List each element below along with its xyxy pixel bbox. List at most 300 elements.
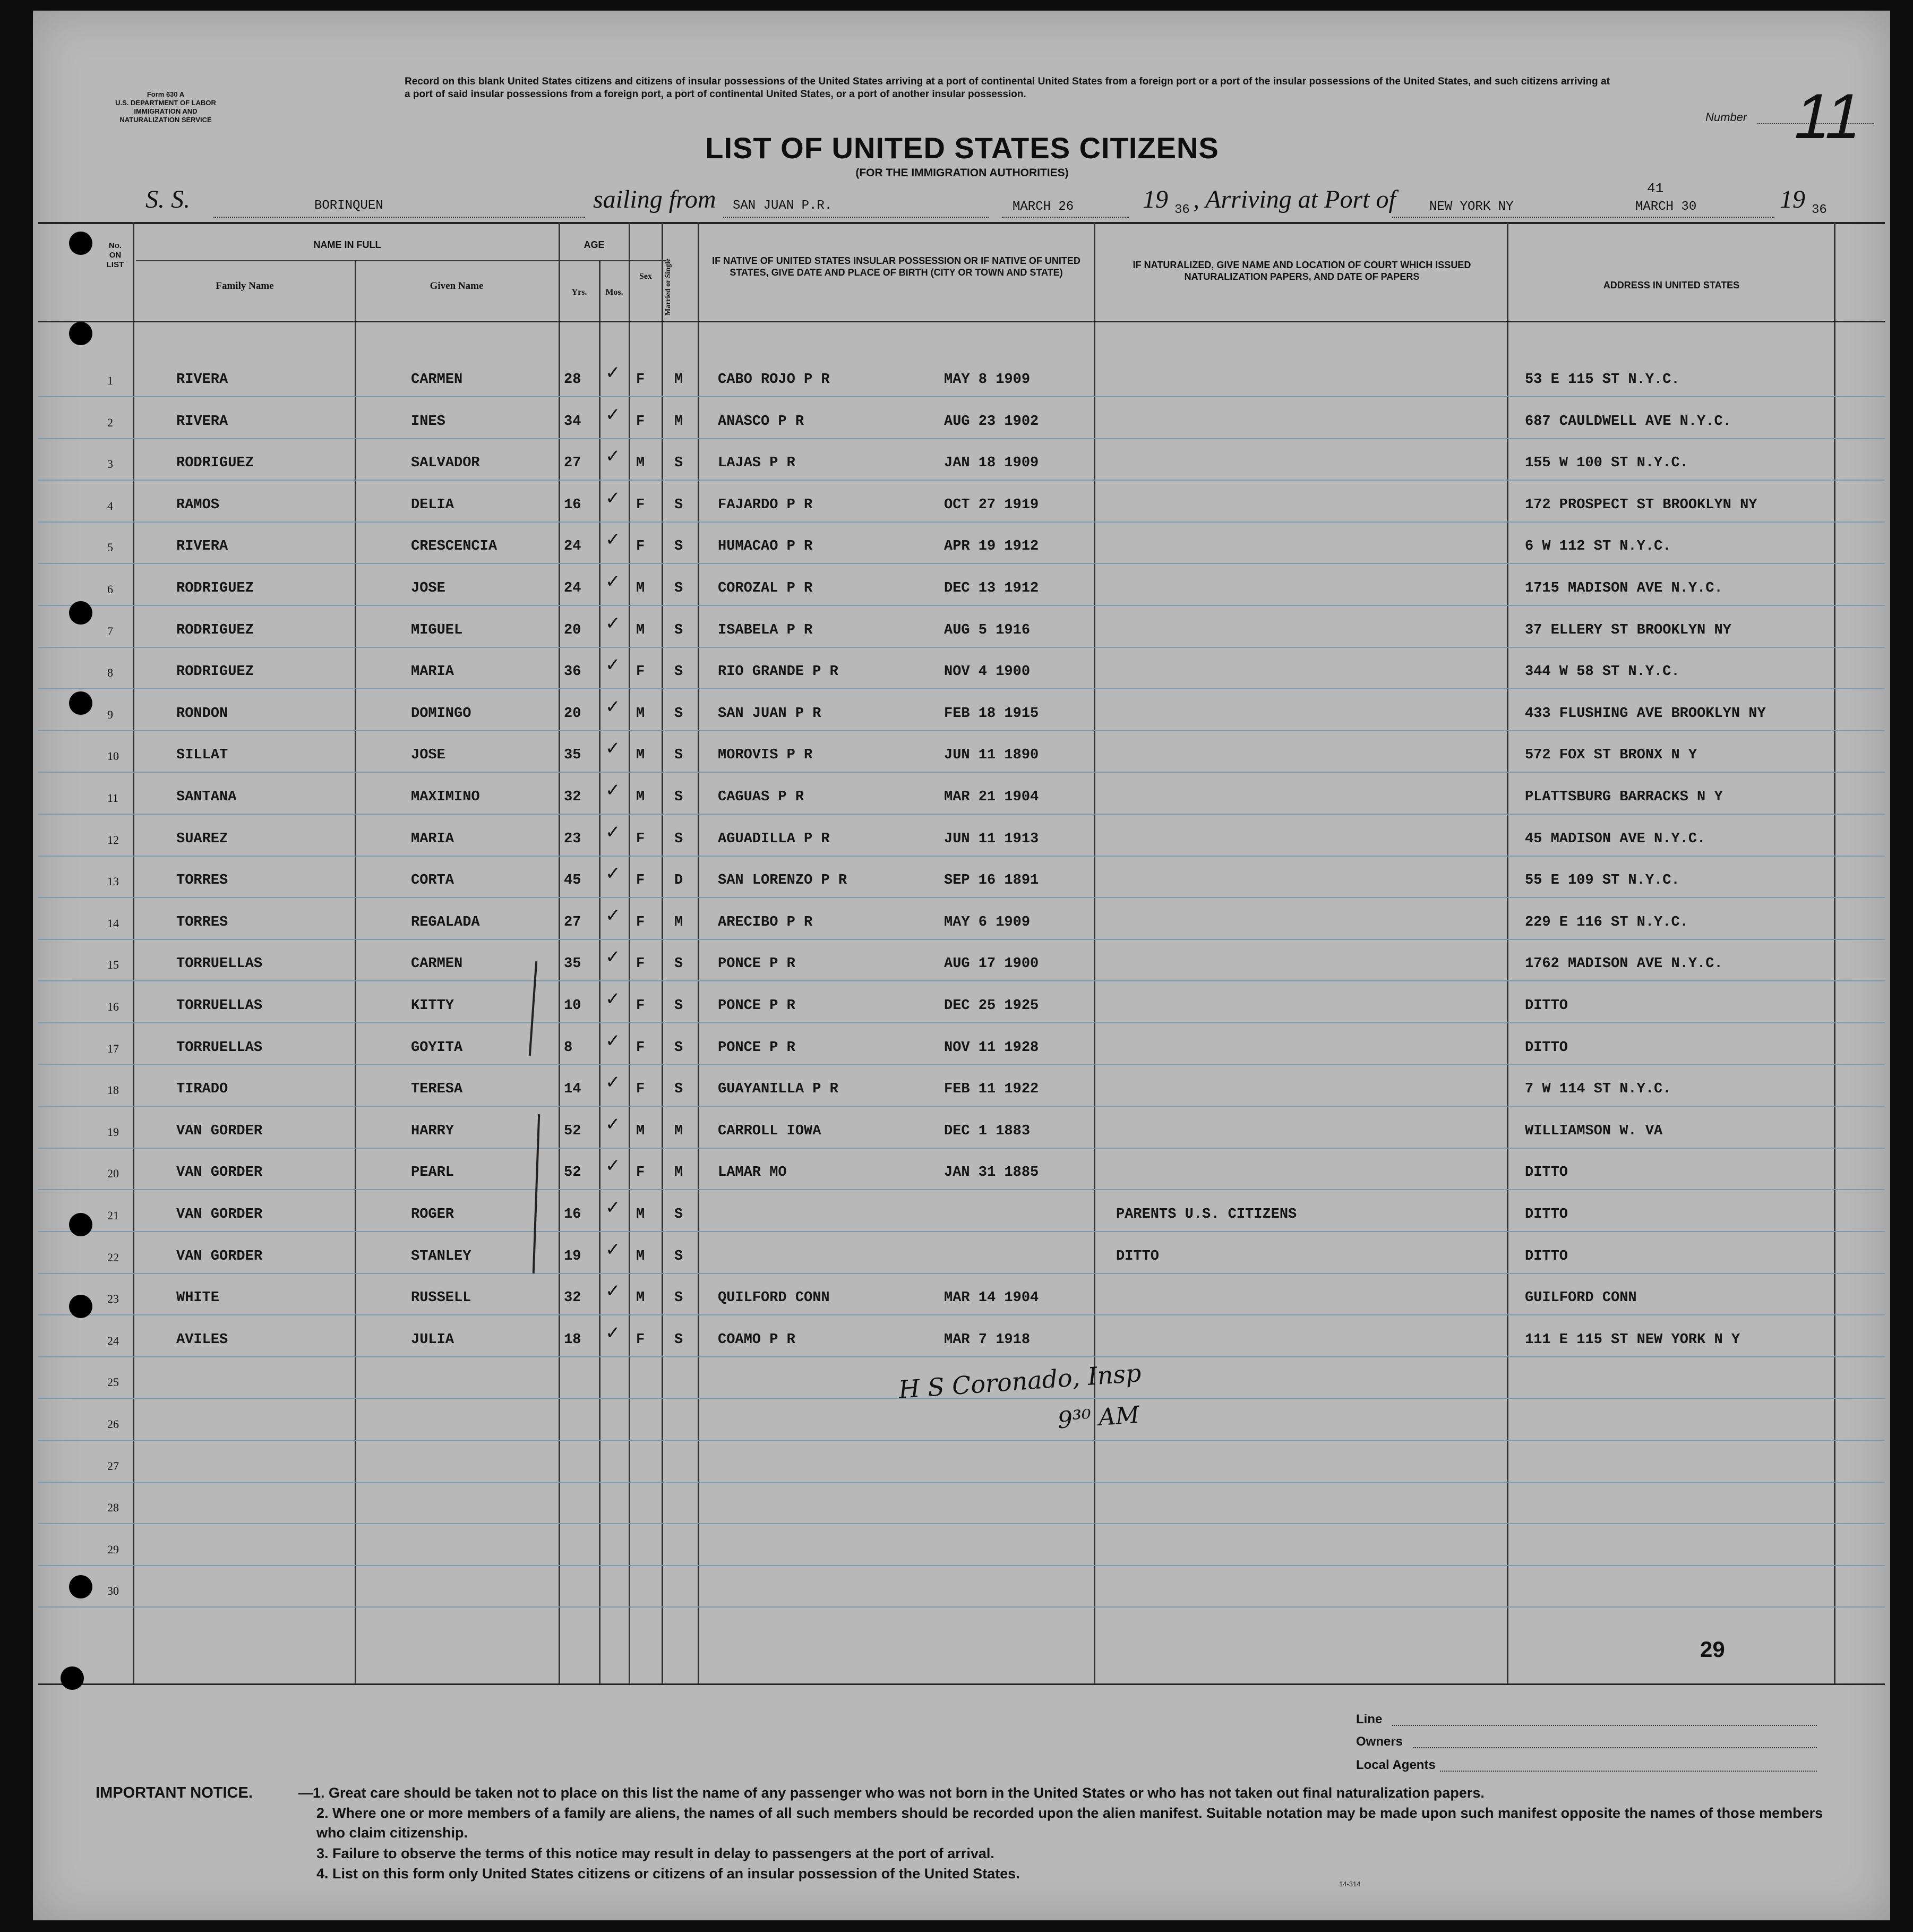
header-name-in-full: NAME IN FULL bbox=[313, 240, 381, 250]
address-cell: 344 W 58 ST N.Y.C. bbox=[1525, 664, 1680, 680]
row-rule bbox=[38, 814, 1885, 815]
naturalization-cell: PARENTS U.S. CITIZENS bbox=[1116, 1207, 1297, 1223]
marital-status-cell: S bbox=[674, 831, 683, 847]
marital-status-cell: S bbox=[674, 538, 683, 555]
family-name-cell: RIVERA bbox=[176, 413, 228, 430]
row-number: 2 bbox=[107, 415, 113, 429]
family-name-cell: SILLAT bbox=[176, 747, 228, 764]
header-mos: Mos. bbox=[605, 288, 623, 297]
check-mark-icon: ✓ bbox=[605, 905, 621, 926]
age-years-cell: 34 bbox=[564, 413, 581, 430]
given-name-cell: PEARL bbox=[411, 1165, 454, 1181]
check-mark-icon: ✓ bbox=[605, 446, 621, 467]
form-identifier: Form 630 A U.S. DEPARTMENT OF LABOR IMMIGRATION AND NATURALIZATION SERVICE bbox=[115, 90, 216, 124]
birthplace-cell: RIO GRANDE P R bbox=[718, 664, 838, 680]
row-rule bbox=[38, 647, 1885, 648]
header-married-single: Married or Single bbox=[664, 258, 672, 315]
check-mark-icon: ✓ bbox=[605, 1156, 621, 1176]
sex-cell: M bbox=[636, 747, 645, 764]
family-name-cell: TORRES bbox=[176, 914, 228, 930]
age-years-cell: 19 bbox=[564, 1248, 581, 1264]
given-name-cell: JOSE bbox=[411, 747, 445, 764]
check-mark-icon: ✓ bbox=[605, 363, 621, 383]
row-number: 6 bbox=[107, 583, 113, 596]
given-name-cell: ROGER bbox=[411, 1207, 454, 1223]
row-number: 12 bbox=[107, 833, 119, 847]
sex-cell: F bbox=[636, 914, 645, 930]
family-name-cell: TORRUELLAS bbox=[176, 956, 263, 972]
birth-date-cell: JUN 11 1890 bbox=[944, 747, 1039, 764]
row-rule bbox=[38, 522, 1885, 523]
depart-year-prefix: 19 bbox=[1143, 185, 1168, 213]
check-mark-icon: ✓ bbox=[605, 404, 621, 425]
age-years-cell: 27 bbox=[564, 914, 581, 930]
row-number: 19 bbox=[107, 1125, 119, 1139]
check-mark-icon: ✓ bbox=[605, 655, 621, 676]
row-rule bbox=[38, 480, 1885, 481]
agents-label: Local Agents bbox=[1356, 1758, 1436, 1772]
sex-cell: F bbox=[636, 497, 645, 513]
marital-status-cell: S bbox=[674, 956, 683, 972]
check-mark-icon: ✓ bbox=[605, 947, 621, 968]
check-mark-icon: ✓ bbox=[605, 571, 621, 592]
address-cell: 37 ELLERY ST BROOKLYN NY bbox=[1525, 622, 1731, 638]
family-name-cell: SUAREZ bbox=[176, 831, 228, 847]
sex-cell: F bbox=[636, 873, 645, 889]
arrival-year-prefix: 19 bbox=[1780, 185, 1805, 213]
row-number: 5 bbox=[107, 541, 113, 554]
check-mark-icon: ✓ bbox=[605, 529, 621, 550]
header-yrs: Yrs. bbox=[571, 288, 587, 297]
line-label: Line bbox=[1356, 1712, 1383, 1726]
given-name-cell: MAXIMINO bbox=[411, 789, 480, 805]
birthplace-cell: LAMAR MO bbox=[718, 1165, 787, 1181]
birthplace-cell: QUILFORD CONN bbox=[718, 1290, 830, 1306]
sex-cell: F bbox=[636, 538, 645, 555]
row-number: 9 bbox=[107, 707, 113, 721]
check-mark-icon: ✓ bbox=[605, 1030, 621, 1051]
family-name-cell: VAN GORDER bbox=[176, 1123, 263, 1139]
binding-hole bbox=[61, 1666, 84, 1690]
marital-status-cell: S bbox=[674, 1248, 683, 1264]
address-cell: 1715 MADISON AVE N.Y.C. bbox=[1525, 580, 1723, 596]
address-cell: DITTO bbox=[1525, 998, 1568, 1014]
birthplace-cell: COAMO P R bbox=[718, 1331, 795, 1348]
birth-date-cell: JAN 18 1909 bbox=[944, 455, 1039, 472]
check-mark-icon: ✓ bbox=[605, 488, 621, 508]
header-age: AGE bbox=[584, 240, 605, 250]
notice-item-4: 4. List on this form only United States citizens or citizens of an insular possession of the United States. bbox=[316, 1866, 1020, 1882]
check-mark-icon: ✓ bbox=[605, 1114, 621, 1134]
check-mark-icon: ✓ bbox=[605, 989, 621, 1009]
marital-status-cell: S bbox=[674, 1081, 683, 1098]
birth-date-cell: APR 19 1912 bbox=[944, 538, 1039, 555]
given-name-cell: CARMEN bbox=[411, 372, 463, 388]
birth-date-cell: DEC 1 1883 bbox=[944, 1123, 1031, 1139]
age-years-cell: 20 bbox=[564, 622, 581, 638]
check-mark-icon: ✓ bbox=[605, 1281, 621, 1302]
birth-date-cell: MAR 21 1904 bbox=[944, 789, 1039, 805]
given-name-cell: RUSSELL bbox=[411, 1290, 471, 1306]
row-rule bbox=[38, 1106, 1885, 1107]
birth-date-cell: AUG 5 1916 bbox=[944, 622, 1031, 638]
number-label: Number bbox=[1705, 110, 1747, 124]
row-number: 10 bbox=[107, 749, 119, 763]
notice-item-2: 2. Where one or more members of a family are aliens, the names of all such members should be recorded upon the alien manifest. Suitable notation may be made upon such manifest opposite the names of those members who claim citizenship. bbox=[316, 1805, 1823, 1841]
marital-status-cell: S bbox=[674, 1290, 683, 1306]
depart-year: 36 bbox=[1174, 203, 1190, 217]
arrival-year: 36 bbox=[1812, 203, 1827, 217]
given-name-cell: DOMINGO bbox=[411, 705, 471, 722]
row-number: 4 bbox=[107, 499, 113, 512]
birth-date-cell: DEC 25 1925 bbox=[944, 998, 1039, 1014]
address-cell: WILLIAMSON W. VA bbox=[1525, 1123, 1663, 1139]
age-years-cell: 20 bbox=[564, 705, 581, 722]
row-number: 14 bbox=[107, 916, 119, 930]
address-cell: 172 PROSPECT ST BROOKLYN NY bbox=[1525, 497, 1757, 513]
row-rule bbox=[38, 1482, 1885, 1483]
naturalization-cell: DITTO bbox=[1116, 1248, 1160, 1264]
family-name-cell: RONDON bbox=[176, 705, 228, 722]
marital-status-cell: S bbox=[674, 747, 683, 764]
birthplace-cell: CARROLL IOWA bbox=[718, 1123, 821, 1139]
row-rule bbox=[38, 1022, 1885, 1023]
row-number: 30 bbox=[107, 1584, 119, 1598]
row-number: 18 bbox=[107, 1083, 119, 1097]
birthplace-cell: PONCE P R bbox=[718, 998, 795, 1014]
agents-fill bbox=[1440, 1771, 1817, 1772]
check-mark-icon: ✓ bbox=[605, 1198, 621, 1218]
address-cell: 53 E 115 ST N.Y.C. bbox=[1525, 372, 1680, 388]
birthplace-cell: COROZAL P R bbox=[718, 580, 813, 596]
header-family-name: Family Name bbox=[216, 280, 274, 292]
row-number: 22 bbox=[107, 1250, 119, 1264]
row-number: 15 bbox=[107, 958, 119, 972]
arriving-label: , Arriving at Port of bbox=[1193, 185, 1396, 213]
address-cell: DITTO bbox=[1525, 1248, 1568, 1264]
row-number: 26 bbox=[107, 1417, 119, 1431]
owners-label: Owners bbox=[1356, 1734, 1403, 1749]
binding-hole bbox=[69, 691, 92, 715]
binding-hole bbox=[69, 322, 92, 345]
given-name-cell: MIGUEL bbox=[411, 622, 463, 638]
arrival-date: MARCH 30 bbox=[1635, 200, 1697, 214]
birth-date-cell: NOV 11 1928 bbox=[944, 1039, 1039, 1056]
row-rule bbox=[38, 772, 1885, 773]
address-cell: 687 CAULDWELL AVE N.Y.C. bbox=[1525, 413, 1731, 430]
sex-cell: F bbox=[636, 1081, 645, 1098]
sailing-label: sailing from bbox=[593, 185, 716, 213]
check-mark-icon: ✓ bbox=[605, 613, 621, 634]
sex-cell: F bbox=[636, 413, 645, 430]
header-address: ADDRESS IN UNITED STATES bbox=[1603, 280, 1740, 290]
sex-cell: F bbox=[636, 1331, 645, 1348]
birthplace-cell: LAJAS P R bbox=[718, 455, 795, 472]
birth-date-cell: JUN 11 1913 bbox=[944, 831, 1039, 847]
given-name-cell: REGALADA bbox=[411, 914, 480, 930]
age-years-cell: 24 bbox=[564, 580, 581, 596]
record-instructions: Record on this blank United States citizens and citizens of insular possessions of the United States arriving at a port of continental United States from a foreign port or a port of the insular possessions of the United States, and such citizens arriving at a port of said insular possessions from a foreign port, a port of continental United States, or a port of another insular possession. bbox=[405, 76, 1610, 100]
given-name-cell: CRESCENCIA bbox=[411, 538, 497, 555]
marital-status-cell: D bbox=[674, 873, 683, 889]
row-rule bbox=[38, 688, 1885, 689]
row-rule bbox=[38, 1314, 1885, 1315]
check-mark-icon: ✓ bbox=[605, 1239, 621, 1260]
family-name-cell: RIVERA bbox=[176, 372, 228, 388]
birthplace-cell: CAGUAS P R bbox=[718, 789, 804, 805]
binding-hole bbox=[69, 601, 92, 625]
birth-date-cell: MAR 7 1918 bbox=[944, 1331, 1031, 1348]
birth-date-cell: NOV 4 1900 bbox=[944, 664, 1031, 680]
row-rule bbox=[38, 980, 1885, 981]
row-number: 20 bbox=[107, 1167, 119, 1181]
row-number: 16 bbox=[107, 1000, 119, 1013]
depart-date: MARCH 26 bbox=[1013, 200, 1074, 214]
birth-date-cell: DEC 13 1912 bbox=[944, 580, 1039, 596]
row-rule bbox=[38, 1606, 1885, 1608]
family-name-cell: TIRADO bbox=[176, 1081, 228, 1098]
row-number: 11 bbox=[107, 791, 119, 805]
age-years-cell: 18 bbox=[564, 1331, 581, 1348]
age-years-cell: 52 bbox=[564, 1165, 581, 1181]
check-mark-icon: ✓ bbox=[605, 738, 621, 759]
age-years-cell: 8 bbox=[564, 1039, 573, 1056]
sex-cell: F bbox=[636, 1039, 645, 1056]
manifest-sheet bbox=[33, 11, 1890, 1920]
sex-cell: M bbox=[636, 789, 645, 805]
passenger-rows bbox=[33, 11, 1890, 1710]
row-rule bbox=[38, 1064, 1885, 1065]
row-number: 29 bbox=[107, 1542, 119, 1556]
marital-status-cell: S bbox=[674, 1207, 683, 1223]
address-cell: GUILFORD CONN bbox=[1525, 1290, 1637, 1306]
ss-label: S. S. bbox=[145, 185, 190, 213]
birthplace-cell: ANASCO P R bbox=[718, 413, 804, 430]
address-cell: 111 E 115 ST NEW YORK N Y bbox=[1525, 1331, 1740, 1348]
given-name-cell: MARIA bbox=[411, 831, 454, 847]
family-name-cell: TORRUELLAS bbox=[176, 998, 263, 1014]
family-name-cell: RODRIGUEZ bbox=[176, 622, 254, 638]
notice-title: IMPORTANT NOTICE. bbox=[96, 1784, 253, 1801]
family-name-cell: RAMOS bbox=[176, 497, 220, 513]
given-name-cell: MARIA bbox=[411, 664, 454, 680]
birthplace-cell: FAJARDO P R bbox=[718, 497, 813, 513]
birthplace-cell: ARECIBO P R bbox=[718, 914, 813, 930]
age-years-cell: 27 bbox=[564, 455, 581, 472]
row-rule bbox=[38, 939, 1885, 940]
row-rule bbox=[38, 1231, 1885, 1232]
birth-date-cell: AUG 23 1902 bbox=[944, 413, 1039, 430]
binding-hole bbox=[69, 1575, 92, 1598]
sex-cell: M bbox=[636, 1207, 645, 1223]
header-birthplace: IF NATIVE OF UNITED STATES INSULAR POSSESSION OR IF NATIVE OF UNITED STATES, GIVE DATE AND PLACE OF BIRTH (CITY OR TOWN AND STATE) bbox=[712, 255, 1080, 278]
sex-cell: F bbox=[636, 372, 645, 388]
marital-status-cell: M bbox=[674, 1165, 683, 1181]
birthplace-cell: SAN LORENZO P R bbox=[718, 873, 847, 889]
age-years-cell: 24 bbox=[564, 538, 581, 555]
notice-item-3: 3. Failure to observe the terms of this notice may result in delay to passengers at the port of arrival. bbox=[316, 1845, 994, 1861]
notice-item-1: —1. Great care should be taken not to place on this list the name of any passenger who was not born in the United States or who has not taken out final naturalization papers. bbox=[298, 1785, 1485, 1801]
given-name-cell: STANLEY bbox=[411, 1248, 471, 1264]
row-number: 28 bbox=[107, 1501, 119, 1515]
address-cell: 6 W 112 ST N.Y.C. bbox=[1525, 538, 1671, 555]
header-naturalized: IF NATURALIZED, GIVE NAME AND LOCATION OF COURT WHICH ISSUED NATURALIZATION PAPERS, AND DATE OF PAPERS bbox=[1133, 260, 1471, 282]
row-rule bbox=[38, 1356, 1885, 1357]
birthplace-cell: ISABELA P R bbox=[718, 622, 813, 638]
sex-cell: F bbox=[636, 1165, 645, 1181]
address-cell: 1762 MADISON AVE N.Y.C. bbox=[1525, 956, 1723, 972]
family-name-cell: TORRUELLAS bbox=[176, 1039, 263, 1056]
given-name-cell: CARMEN bbox=[411, 956, 463, 972]
family-name-cell: TORRES bbox=[176, 873, 228, 889]
given-name-cell: CORTA bbox=[411, 873, 454, 889]
sex-cell: F bbox=[636, 664, 645, 680]
sex-cell: M bbox=[636, 1290, 645, 1306]
marital-status-cell: M bbox=[674, 914, 683, 930]
family-name-cell: RODRIGUEZ bbox=[176, 664, 254, 680]
row-rule bbox=[38, 605, 1885, 606]
owners-fill bbox=[1413, 1747, 1817, 1748]
row-number: 17 bbox=[107, 1041, 119, 1055]
sex-cell: M bbox=[636, 455, 645, 472]
row-rule bbox=[38, 1189, 1885, 1190]
given-name-cell: TERESA bbox=[411, 1081, 463, 1098]
row-rule bbox=[38, 438, 1885, 439]
header-sex: Sex bbox=[639, 272, 652, 281]
birth-date-cell: FEB 11 1922 bbox=[944, 1081, 1039, 1098]
address-cell: 433 FLUSHING AVE BROOKLYN NY bbox=[1525, 705, 1766, 722]
address-cell: 7 W 114 ST N.Y.C. bbox=[1525, 1081, 1671, 1098]
marital-status-cell: S bbox=[674, 998, 683, 1014]
row-number: 27 bbox=[107, 1459, 119, 1473]
marital-status-cell: M bbox=[674, 372, 683, 388]
row-number: 23 bbox=[107, 1292, 119, 1306]
birth-date-cell: FEB 18 1915 bbox=[944, 705, 1039, 722]
row-rule bbox=[38, 897, 1885, 898]
address-cell: 572 FOX ST BRONX N Y bbox=[1525, 747, 1697, 764]
address-cell: 55 E 109 ST N.Y.C. bbox=[1525, 873, 1680, 889]
row-number: 13 bbox=[107, 875, 119, 888]
age-years-cell: 10 bbox=[564, 998, 581, 1014]
row-number: 3 bbox=[107, 457, 113, 471]
birth-date-cell: OCT 27 1919 bbox=[944, 497, 1039, 513]
line-fill bbox=[1392, 1725, 1817, 1726]
family-name-cell: VAN GORDER bbox=[176, 1165, 263, 1181]
row-number: 21 bbox=[107, 1209, 119, 1222]
birth-date-cell: AUG 17 1900 bbox=[944, 956, 1039, 972]
print-code: 14-314 bbox=[1339, 1880, 1361, 1888]
marital-status-cell: S bbox=[674, 497, 683, 513]
marital-status-cell: M bbox=[674, 413, 683, 430]
address-cell: DITTO bbox=[1525, 1039, 1568, 1056]
sex-cell: F bbox=[636, 956, 645, 972]
page-subtitle: (FOR THE IMMIGRATION AUTHORITIES) bbox=[855, 167, 1069, 179]
given-name-cell: SALVADOR bbox=[411, 455, 480, 472]
arrival-date-note: 41 bbox=[1647, 181, 1664, 196]
row-number: 1 bbox=[107, 374, 113, 387]
check-mark-icon: ✓ bbox=[605, 822, 621, 842]
binding-hole bbox=[69, 1213, 92, 1236]
binding-hole bbox=[69, 1295, 92, 1318]
address-cell: 229 E 116 ST N.Y.C. bbox=[1525, 914, 1688, 930]
row-number: 8 bbox=[107, 666, 113, 680]
marital-status-cell: M bbox=[674, 1123, 683, 1139]
age-years-cell: 35 bbox=[564, 747, 581, 764]
given-name-cell: HARRY bbox=[411, 1123, 454, 1139]
family-name-cell: RODRIGUEZ bbox=[176, 455, 254, 472]
birthplace-cell: SAN JUAN P R bbox=[718, 705, 821, 722]
from-port: SAN JUAN P.R. bbox=[733, 199, 833, 213]
birthplace-cell: PONCE P R bbox=[718, 1039, 795, 1056]
family-name-cell: WHITE bbox=[176, 1290, 220, 1306]
sex-cell: M bbox=[636, 622, 645, 638]
row-rule bbox=[38, 730, 1885, 731]
check-mark-icon: ✓ bbox=[605, 864, 621, 884]
birth-date-cell: MAY 6 1909 bbox=[944, 914, 1031, 930]
marital-status-cell: S bbox=[674, 705, 683, 722]
arrival-port: NEW YORK NY bbox=[1429, 200, 1514, 214]
row-rule bbox=[38, 1440, 1885, 1441]
address-cell: PLATTSBURG BARRACKS N Y bbox=[1525, 789, 1723, 805]
family-name-cell: RIVERA bbox=[176, 538, 228, 555]
age-years-cell: 23 bbox=[564, 831, 581, 847]
row-rule bbox=[38, 1565, 1885, 1566]
row-number: 24 bbox=[107, 1333, 119, 1347]
given-name-cell: INES bbox=[411, 413, 445, 430]
address-cell: 155 W 100 ST N.Y.C. bbox=[1525, 455, 1688, 472]
age-years-cell: 16 bbox=[564, 497, 581, 513]
age-years-cell: 14 bbox=[564, 1081, 581, 1098]
age-years-cell: 28 bbox=[564, 372, 581, 388]
address-cell: 45 MADISON AVE N.Y.C. bbox=[1525, 831, 1706, 847]
ship-name: BORINQUEN bbox=[314, 199, 383, 213]
sex-cell: M bbox=[636, 705, 645, 722]
check-mark-icon: ✓ bbox=[605, 780, 621, 800]
age-years-cell: 35 bbox=[564, 956, 581, 972]
marital-status-cell: S bbox=[674, 664, 683, 680]
age-years-cell: 52 bbox=[564, 1123, 581, 1139]
row-rule bbox=[38, 1523, 1885, 1524]
header-no-on-list: No. ON LIST bbox=[106, 241, 124, 269]
sex-cell: F bbox=[636, 831, 645, 847]
given-name-cell: GOYITA bbox=[411, 1039, 463, 1056]
table-bottom-border bbox=[38, 1683, 1885, 1685]
header-given-name: Given Name bbox=[430, 280, 484, 292]
row-number: 25 bbox=[107, 1375, 119, 1389]
birth-date-cell: SEP 16 1891 bbox=[944, 873, 1039, 889]
given-name-cell: DELIA bbox=[411, 497, 454, 513]
family-name-cell: AVILES bbox=[176, 1331, 228, 1348]
list-number: 11 bbox=[1788, 81, 1869, 152]
birthplace-cell: MOROVIS P R bbox=[718, 747, 813, 764]
given-name-cell: KITTY bbox=[411, 998, 454, 1014]
family-name-cell: SANTANA bbox=[176, 789, 237, 805]
row-rule bbox=[38, 396, 1885, 397]
marital-status-cell: S bbox=[674, 1331, 683, 1348]
age-years-cell: 32 bbox=[564, 1290, 581, 1306]
marital-status-cell: S bbox=[674, 789, 683, 805]
row-rule bbox=[38, 1148, 1885, 1149]
family-name-cell: VAN GORDER bbox=[176, 1207, 263, 1223]
sex-cell: F bbox=[636, 998, 645, 1014]
address-cell: DITTO bbox=[1525, 1207, 1568, 1223]
sex-cell: M bbox=[636, 1123, 645, 1139]
check-mark-icon: ✓ bbox=[605, 696, 621, 717]
birthplace-cell: CABO ROJO P R bbox=[718, 372, 830, 388]
sex-cell: M bbox=[636, 580, 645, 596]
check-mark-icon: ✓ bbox=[605, 1322, 621, 1343]
family-name-cell: VAN GORDER bbox=[176, 1248, 263, 1264]
